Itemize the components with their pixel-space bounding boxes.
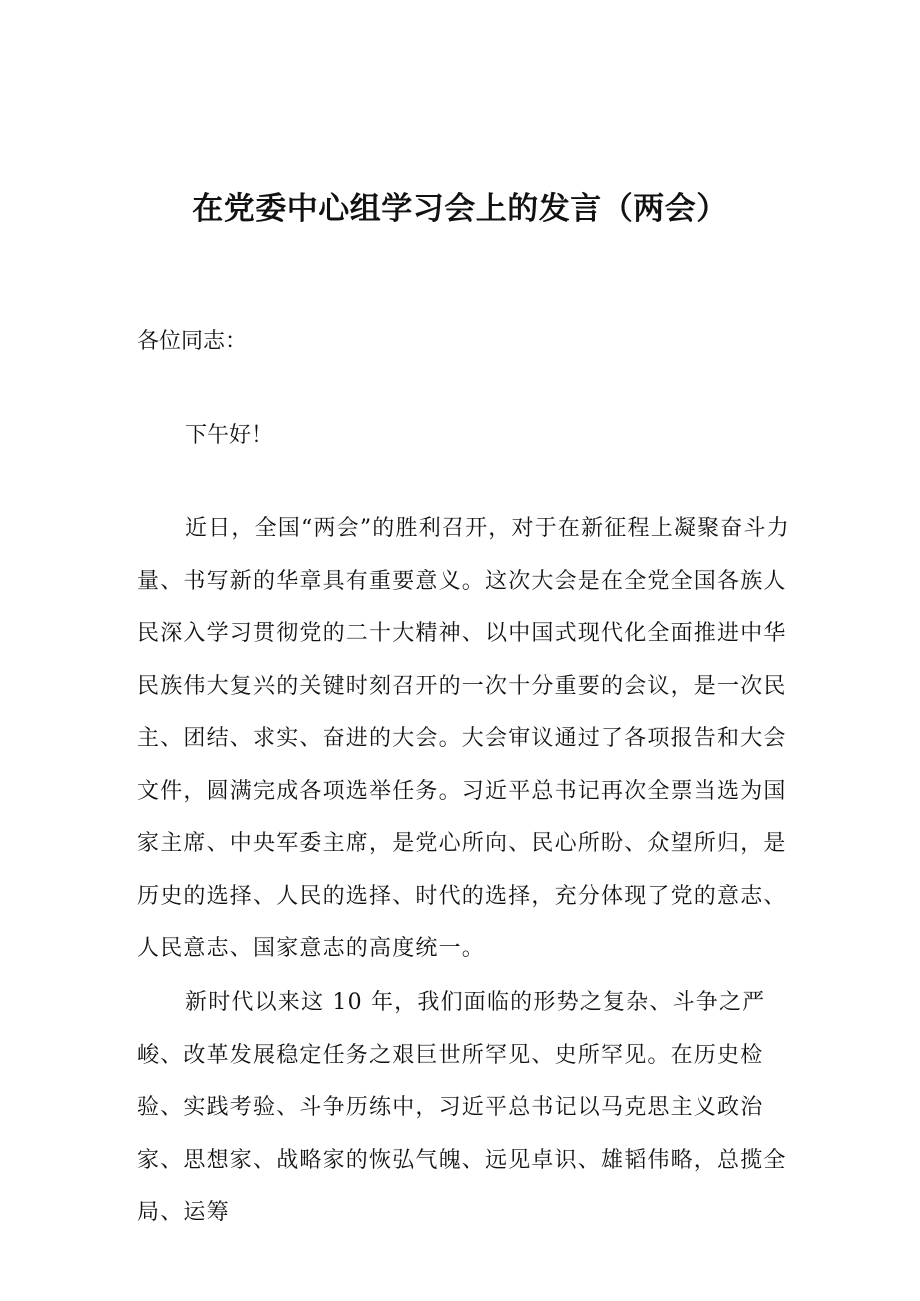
greeting: 下午好！ <box>185 423 274 448</box>
document-title: 在党委中心组学习会上的发言（两会） <box>192 190 728 227</box>
salutation: 各位同志： <box>137 329 248 354</box>
body-paragraph-2: 新时代以来这 10 年，我们面临的形势之复杂、斗争之严峻、改革发展稳定任务之艰巨世所罕见、史所罕见。在历史检验、实践考验、斗争历练中，习近平总书记以马克思主义政治家、思想家、战略家的恢弘气魄、远见卓识、雄韬伟略，总揽全局、运筹 <box>137 990 787 1225</box>
body-paragraph-1: 近日，全国“两会”的胜利召开，对于在新征程上凝聚奋斗力量、书写新的华章具有重要意义。这次大会是在全党全国各族人民深入学习贯彻党的二十大精神、以中国式现代化全面推进中华民族伟大复兴的关键时刻召开的一次十分重要的会议，是一次民主、团结、求实、奋进的大会。大会审议通过了各项报告和大会文件，圆满完成各项选举任务。习近平总书记再次全票当选为国家主席、中央军委主席，是党心所向、民心所盼、众望所归，是历史的选择、人民的选择、时代的选择，充分体现了党的意志、人民意志、国家意志的高度统一。 <box>137 516 790 961</box>
